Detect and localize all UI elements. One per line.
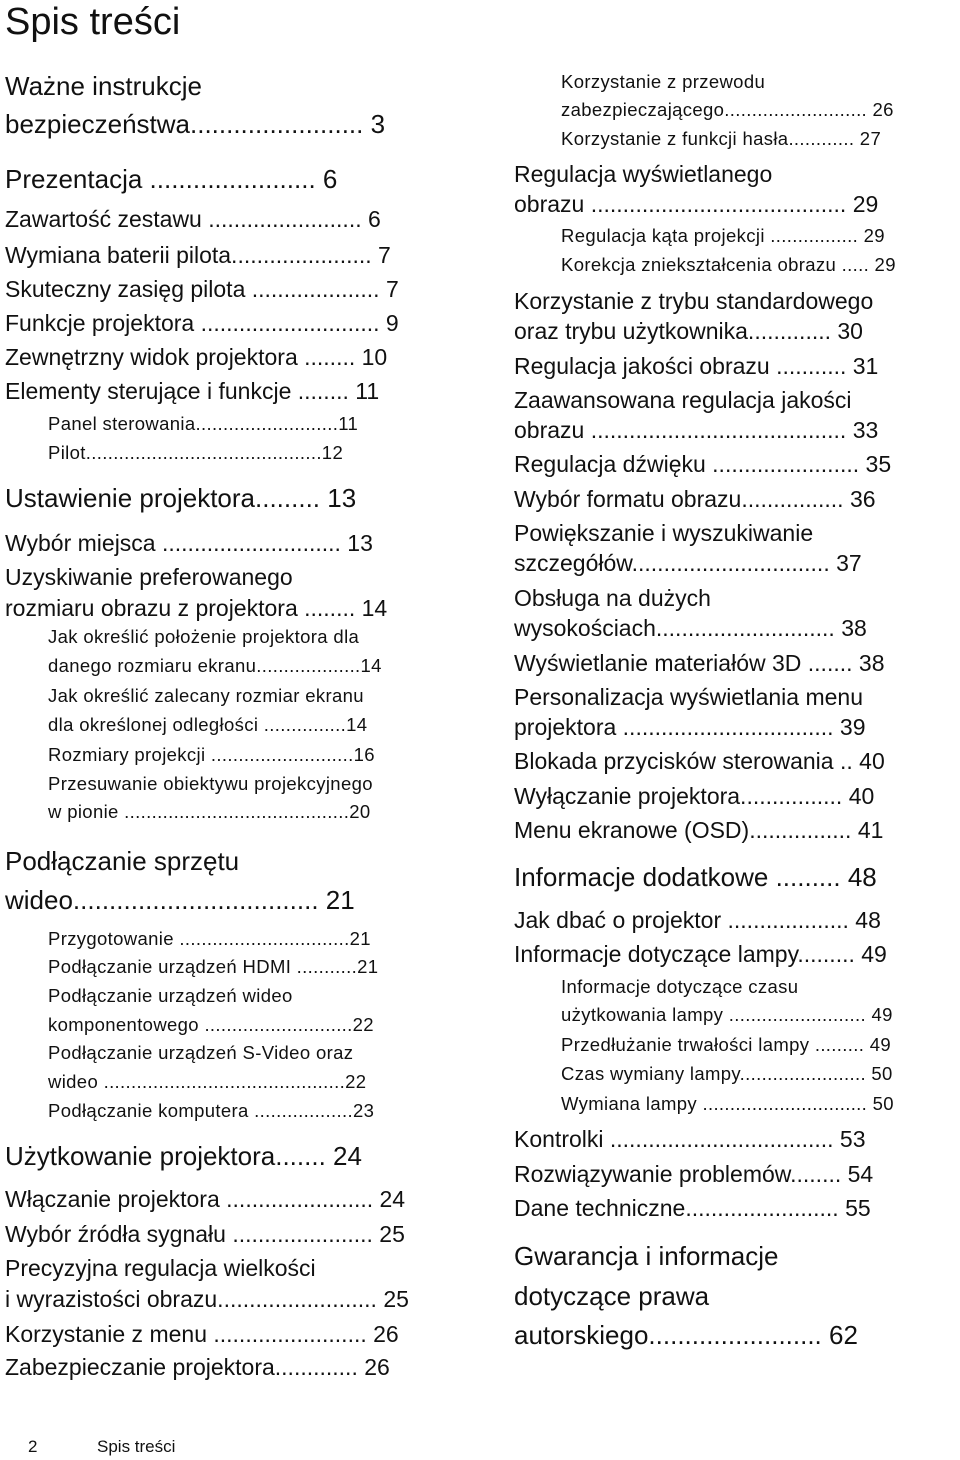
toc-entry: wysokościach............................ 38 (514, 615, 867, 641)
toc-entry: obrazu ........................................ 33 (514, 417, 879, 443)
toc-entry: Informacje dodatkowe ......... 48 (514, 862, 877, 892)
toc-entry: Blokada przycisków sterowania .. 40 (514, 748, 885, 774)
toc-entry: Czas wymiany lampy....................... 50 (561, 1063, 893, 1084)
toc-entry: Jak dbać o projektor ................... 48 (514, 907, 881, 933)
toc-entry: Regulacja jakości obrazu ........... 31 (514, 353, 879, 379)
toc-entry: Użytkowanie projektora....... 24 (5, 1141, 362, 1171)
toc-entry: Podłączanie komputera ..................23 (48, 1100, 375, 1121)
toc-entry: Jak określić położenie projektora dla (48, 626, 360, 647)
toc-entry: Rozwiązywanie problemów........ 54 (514, 1161, 874, 1187)
toc-entry: Korzystanie z funkcji hasła............ 27 (561, 128, 882, 149)
toc-entry: Regulacja wyświetlanego (514, 161, 773, 187)
toc-entry: Korekcja zniekształcenia obrazu ..... 29 (561, 254, 896, 275)
toc-entry: użytkowania lampy ......................... 49 (561, 1004, 893, 1025)
toc-entry: Funkcje projektora ............................ 9 (5, 310, 399, 336)
toc-entry: Rozmiary projekcji ..........................16 (48, 744, 375, 765)
toc-entry: Jak określić zalecany rozmiar ekranu (48, 685, 364, 706)
toc-entry: oraz trybu użytkownika............. 30 (514, 318, 863, 344)
toc-entry: Zewnętrzny widok projektora ........ 10 (5, 344, 388, 370)
toc-entry: Pilot...........................................12 (48, 442, 344, 463)
toc-entry: Regulacja dźwięku ....................... 35 (514, 451, 892, 477)
toc-entry: Kontrolki ................................... 53 (514, 1126, 866, 1152)
toc-entry: bezpieczeństwa........................ 3 (5, 109, 386, 139)
toc-entry: Uzyskiwanie preferowanego (5, 564, 293, 590)
toc-entry: Przedłużanie trwałości lampy ......... 49 (561, 1034, 892, 1055)
toc-entry: Regulacja kąta projekcji ................ 29 (561, 225, 885, 246)
toc-entry: i wyrazistości obrazu......................... 25 (5, 1286, 409, 1312)
toc-entry: komponentowego ...........................22 (48, 1014, 374, 1035)
toc-entry: Elementy sterujące i funkcje ........ 11 (5, 378, 380, 404)
toc-entry: Przesuwanie obiektywu projekcyjnego (48, 773, 373, 794)
toc-entry: Podłączanie urządzeń wideo (48, 985, 293, 1006)
toc-entry: Informacje dotyczące czasu (561, 976, 799, 997)
page-title: Spis treści (5, 1, 181, 43)
toc-entry: Zaawansowana regulacja jakości (514, 387, 852, 413)
toc-entry: Podłączanie sprzętu (5, 846, 240, 876)
toc-entry: dotyczące prawa (514, 1281, 710, 1311)
toc-entry: Wymiana baterii pilota...................... 7 (5, 242, 391, 268)
toc-entry: Ważne instrukcje (5, 71, 202, 101)
toc-entry: szczegółów............................... 37 (514, 550, 862, 576)
toc-entry: danego rozmiaru ekranu...................14 (48, 655, 382, 676)
toc-entry: Wybór źródła sygnału ...................... 25 (5, 1221, 405, 1247)
toc-entry: Dane techniczne........................ 55 (514, 1195, 871, 1221)
page-number: 2 (28, 1437, 38, 1456)
toc-entry: Korzystanie z trybu standardowego (514, 288, 874, 314)
toc-entry: autorskiego........................ 62 (514, 1320, 858, 1350)
toc-entry: Korzystanie z przewodu (561, 71, 766, 92)
toc-entry: zabezpieczającego.......................... 26 (561, 99, 894, 120)
toc-entry: Gwarancja i informacje (514, 1241, 779, 1271)
toc-entry: Włączanie projektora ....................... 24 (5, 1186, 406, 1212)
toc-entry: Powiększanie i wyszukiwanie (514, 520, 814, 546)
toc-entry: dla określonej odległości ...............14 (48, 714, 368, 735)
toc-entry: Wyłączanie projektora................ 40 (514, 783, 875, 809)
toc-entry: Wyświetlanie materiałów 3D ....... 38 (514, 650, 885, 676)
toc-entry: wideo ............................................22 (48, 1071, 367, 1092)
toc-entry: Panel sterowania..........................11 (48, 413, 359, 434)
toc-entry: Zawartość zestawu ........................ 6 (5, 206, 381, 232)
toc-entry: Menu ekranowe (OSD)................ 41 (514, 817, 884, 843)
toc-entry: Podłączanie urządzeń S-Video oraz (48, 1042, 354, 1063)
toc-entry: Podłączanie urządzeń HDMI ...........21 (48, 956, 379, 977)
footer-title: Spis treści (97, 1437, 176, 1456)
toc-entry: Skuteczny zasięg pilota .................... 7 (5, 276, 399, 302)
toc-entry: projektora ................................. 39 (514, 714, 866, 740)
toc-entry: Informacje dotyczące lampy......... 49 (514, 941, 887, 967)
toc-entry: Przygotowanie ...............................21 (48, 928, 371, 949)
toc-entry: wideo.................................. 21 (5, 885, 355, 915)
toc-entry: Obsługa na dużych (514, 585, 711, 611)
toc-entry: Ustawienie projektora......... 13 (5, 483, 357, 513)
toc-entry: Wybór formatu obrazu................ 36 (514, 486, 876, 512)
toc-entry: Wymiana lampy .............................. 50 (561, 1093, 894, 1114)
toc-entry: rozmiaru obrazu z projektora ........ 14 (5, 595, 388, 621)
toc-entry: Korzystanie z menu ........................ 26 (5, 1321, 399, 1347)
toc-entry: obrazu ........................................ 29 (514, 191, 879, 217)
toc-entry: Personalizacja wyświetlania menu (514, 684, 863, 710)
toc-entry: w pionie .........................................20 (48, 801, 371, 822)
toc-entry: Wybór miejsca ............................ 13 (5, 530, 373, 556)
toc-entry: Precyzyjna regulacja wielkości (5, 1255, 316, 1281)
toc-entry: Zabezpieczanie projektora............. 26 (5, 1354, 390, 1380)
toc-entry: Prezentacja ....................... 6 (5, 164, 338, 194)
